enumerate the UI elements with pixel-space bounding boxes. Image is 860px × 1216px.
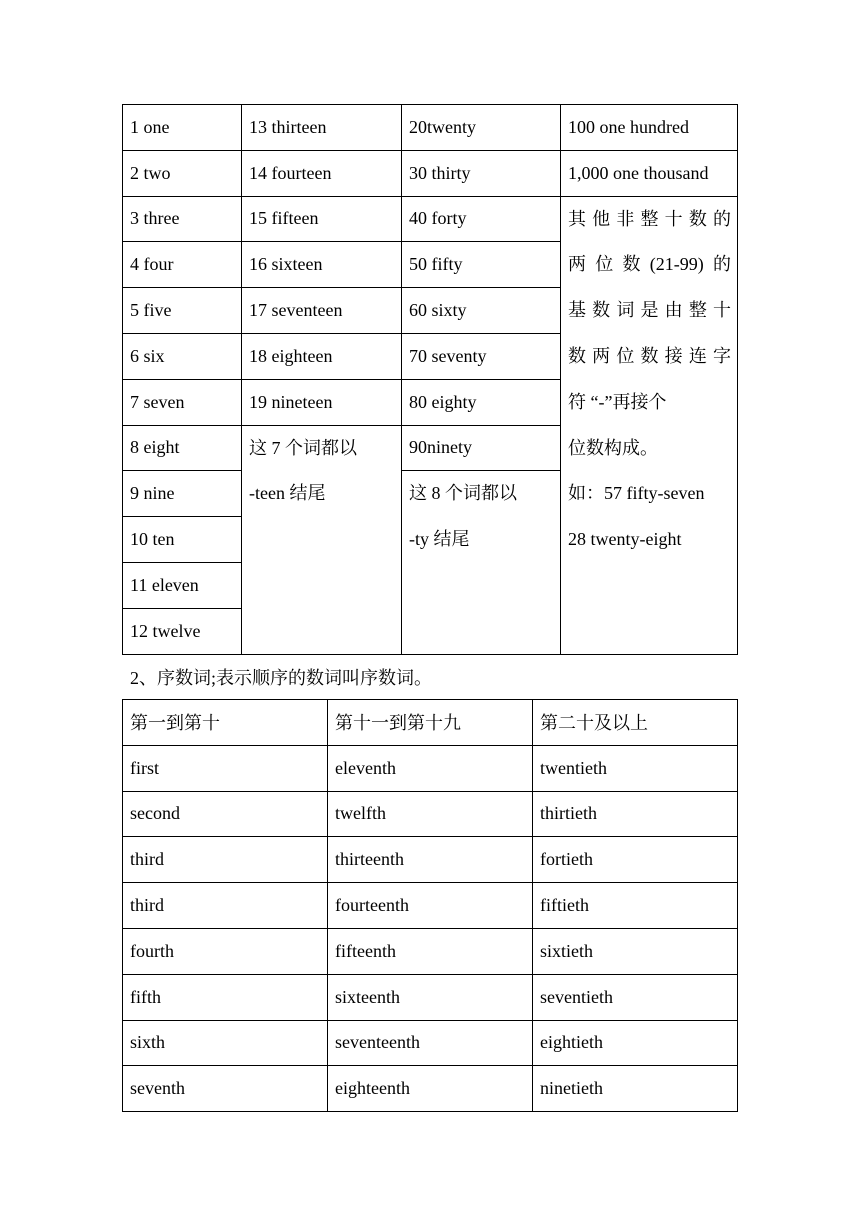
table-cell: seventh <box>123 1066 328 1112</box>
table-cell: third <box>123 837 328 883</box>
table-cell: 17 seventeen <box>242 288 402 334</box>
section-caption: 2、序数词;表示顺序的数词叫序数词。 <box>130 668 432 688</box>
table-cell: 9 nine <box>123 471 242 517</box>
table-row <box>123 150 738 196</box>
table-cell: sixtieth <box>533 928 738 974</box>
table-cell: 16 sixteen <box>242 242 402 288</box>
table-cell: 1,000 one thousand <box>561 150 738 196</box>
table-row <box>123 105 738 151</box>
table-cell: sixteenth <box>328 974 533 1020</box>
note-line: 基数词是由整十 <box>568 300 731 321</box>
table-cell: 20twenty <box>402 105 561 151</box>
note-line: -teen 结尾 <box>249 483 326 504</box>
cardinal-numbers-table <box>122 104 738 655</box>
note-line: 位数构成。 <box>568 437 658 458</box>
table-cell: fortieth <box>533 837 738 883</box>
table-cell: 12 twelve <box>123 608 242 654</box>
table-header-row <box>123 700 738 746</box>
table-cell: 19 nineteen <box>242 379 402 425</box>
ordinal-numbers-table <box>122 699 738 1112</box>
table-row <box>123 928 738 974</box>
table-cell: 30 thirty <box>402 150 561 196</box>
table-cell: 6 six <box>123 333 242 379</box>
ty-note <box>402 471 561 654</box>
table-cell: 5 five <box>123 288 242 334</box>
table-row <box>123 974 738 1020</box>
table-cell: 40 forty <box>402 196 561 242</box>
table-cell: twentieth <box>533 745 738 791</box>
table-row <box>123 1066 738 1112</box>
column-header: 第十一到第十九 <box>328 700 533 746</box>
column-header: 第二十及以上 <box>533 700 738 746</box>
table-cell: seventeenth <box>328 1020 533 1066</box>
table-cell: fiftieth <box>533 883 738 929</box>
table-cell: first <box>123 745 328 791</box>
table-row <box>123 1020 738 1066</box>
table-cell: 7 seven <box>123 379 242 425</box>
table-cell: 1 one <box>123 105 242 151</box>
table-row <box>123 791 738 837</box>
table-cell: 13 thirteen <box>242 105 402 151</box>
note-line: 两位数(21-99)的 <box>568 254 731 275</box>
table-cell: fourteenth <box>328 883 533 929</box>
table-cell: 14 fourteen <box>242 150 402 196</box>
table-cell: 100 one hundred <box>561 105 738 151</box>
table-cell: 10 ten <box>123 517 242 563</box>
table-cell: sixth <box>123 1020 328 1066</box>
table-row <box>123 745 738 791</box>
table-cell: 70 seventy <box>402 333 561 379</box>
table-cell: thirteenth <box>328 837 533 883</box>
table-cell: eightieth <box>533 1020 738 1066</box>
table-cell: 80 eighty <box>402 379 561 425</box>
table-cell: fifteenth <box>328 928 533 974</box>
table-cell: seventieth <box>533 974 738 1020</box>
note-line: 符 “-”再接个 <box>568 391 667 412</box>
note-line: 数两位数接连字 <box>568 345 731 366</box>
table-cell: fourth <box>123 928 328 974</box>
table-cell: 11 eleven <box>123 562 242 608</box>
table-cell: third <box>123 883 328 929</box>
note-line: 其他非整十数的 <box>568 208 731 229</box>
table-row <box>123 196 738 242</box>
table-cell: 60 sixty <box>402 288 561 334</box>
table-cell: ninetieth <box>533 1066 738 1112</box>
table-cell: eleventh <box>328 745 533 791</box>
table-cell: thirtieth <box>533 791 738 837</box>
compound-number-note <box>561 196 738 654</box>
table-cell: 8 eight <box>123 425 242 471</box>
table-cell: 2 two <box>123 150 242 196</box>
note-line: 28 twenty-eight <box>568 529 682 550</box>
table-row <box>123 837 738 883</box>
table-cell: twelfth <box>328 791 533 837</box>
table-cell: 4 four <box>123 242 242 288</box>
note-line: 如：57 fifty-seven <box>568 483 705 504</box>
table-cell: second <box>123 791 328 837</box>
table-cell: 50 fifty <box>402 242 561 288</box>
table-cell: 3 three <box>123 196 242 242</box>
table-row <box>123 883 738 929</box>
note-line: -ty 结尾 <box>409 529 470 550</box>
note-line: 这 8 个词都以 <box>409 483 517 504</box>
table-cell: 15 fifteen <box>242 196 402 242</box>
table-cell: eighteenth <box>328 1066 533 1112</box>
note-line: 这 7 个词都以 <box>249 437 357 458</box>
column-header: 第一到第十 <box>123 700 328 746</box>
table-cell: 90ninety <box>402 425 561 471</box>
teen-note <box>242 425 402 654</box>
table-cell: 18 eighteen <box>242 333 402 379</box>
table-cell: fifth <box>123 974 328 1020</box>
